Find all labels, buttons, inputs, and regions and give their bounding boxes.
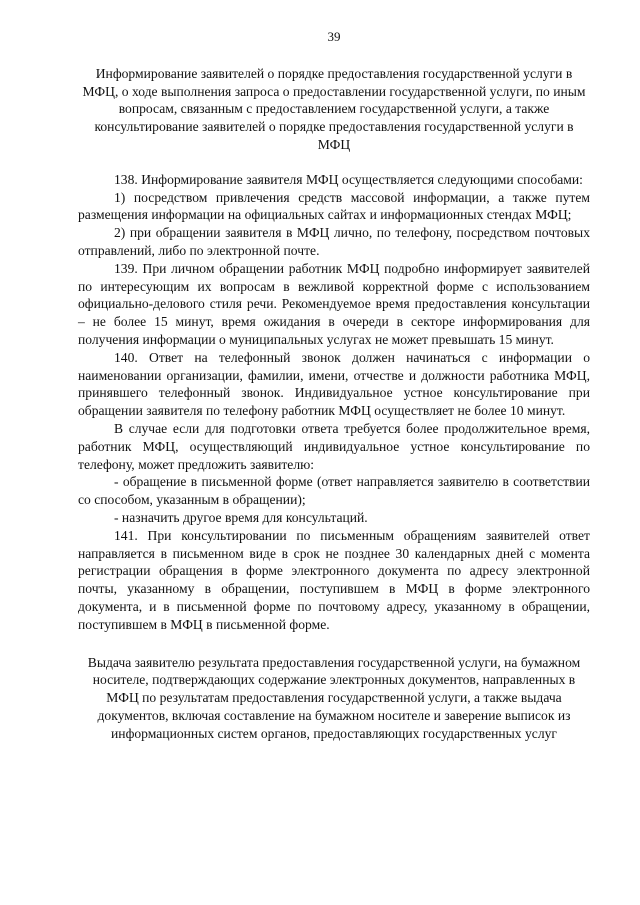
section-heading-issuance: Выдача заявителю результата предоставления государственной услуги, на бумажном носителе, подтверждающих содержание электронных документов, направленных в МФЦ по результатам предоставления государственной услуги, а также выдача документов, включая составление на бумажном носителе и заверение выписок из информационных систем органов, предоставляющих государственных услуг [87, 654, 581, 741]
paragraph-138-item-1: 1) посредством привлечения средств массовой информации, а также путем размещения информации на официальных сайтах и информационных стендах МФЦ; [78, 189, 590, 223]
paragraph-139: 139. При личном обращении работник МФЦ подробно информирует заявителей по интересующим их вопросам в вежливой корректной форме с использованием официально-делового стиля речи. Рекомендуемое время предоставления консультации – не более 15 минут, время ожидания в очереди в секторе информирования для получения информации о муниципальных услугах не может превышать 15 минут. [78, 260, 590, 347]
paragraph-138: 138. Информирование заявителя МФЦ осуществляется следующими способами: [114, 171, 583, 187]
page-number: 39 [327, 29, 341, 44]
paragraph-140-extension: В случае если для подготовки ответа требуется более продолжительное время, работник МФЦ, осуществляющий индивидуальное устное консультирование по телефону, может предложить заявителю: [78, 420, 590, 472]
paragraph-138-item-2: 2) при обращении заявителя в МФЦ лично, по телефону, посредством почтовых отправлений, либо по электронной почте. [78, 225, 590, 258]
paragraph-140-option-1: - обращение в письменной форме (ответ направляется заявителю в соответствии со способом, указанным в обращении); [78, 474, 590, 508]
paragraph-140: 140. Ответ на телефонный звонок должен начинаться с информации о наименовании организации, фамилии, имени, отчестве и должности работника МФЦ, принявшего телефонный звонок. Индивидуальное устное консультирование при обращении заявителя по телефону работник МФЦ осуществляет не более 10 минут. [78, 349, 590, 419]
paragraph-141: 141. При консультировании по письменным обращениям заявителей ответ направляется в письменном виде в срок не позднее 30 календарных дней с момента регистрации обращения в форме электронного документа по адресу электронной почты, указанному в обращении, поступившем в МФЦ в форме электронного документа, и в письменной форме по почтовому адресу, указанному в обращении, поступившем в МФЦ в письменной форме. [78, 527, 590, 632]
section-heading-informing: Информирование заявителей о порядке предоставления государственной услуги в МФЦ, о ходе выполнения запроса о предоставлении государственной услуги, по иным вопросам, связанным с предоставлением государственной услуги, а также консультирование заявителей о порядке предоставления государственной услуги в МФЦ [82, 65, 586, 152]
paragraph-140-option-2: - назначить другое время для консультаций. [114, 509, 368, 525]
